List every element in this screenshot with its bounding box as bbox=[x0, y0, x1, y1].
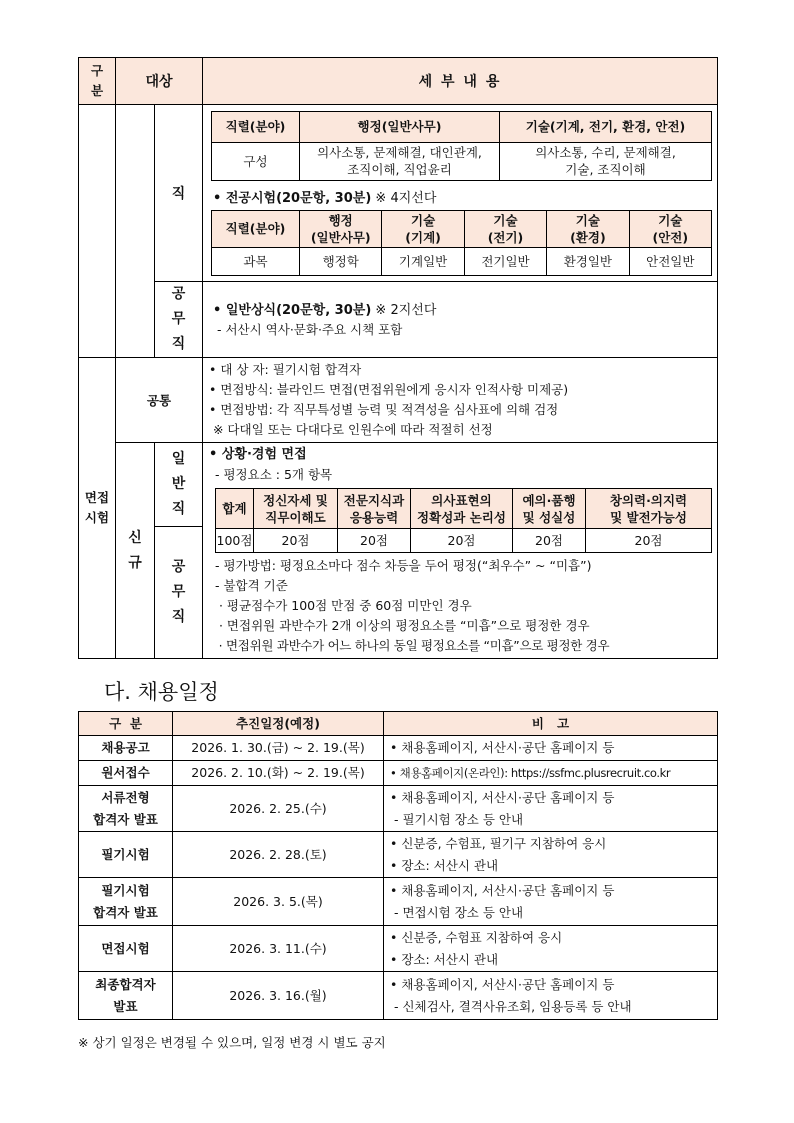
header-target: 대상 bbox=[116, 58, 203, 105]
score-header-manner: 예의·품행 및 성실성 bbox=[513, 489, 586, 529]
schedule-notes-cell bbox=[384, 786, 718, 832]
schedule-date: 2026. 3. 11.(수) bbox=[173, 926, 384, 972]
written-label-bottom: 공 무 직 bbox=[155, 282, 203, 358]
general-exam-title: • 일반상식(20문항, 30분) bbox=[213, 302, 372, 318]
schedule-note: • 신분증, 수험표 지참하여 응시 bbox=[390, 929, 563, 945]
major-header-admin: 행정 (일반사무) bbox=[300, 210, 382, 247]
major-header-elec: 기술 (전기) bbox=[464, 210, 546, 247]
schedule-notes-cell bbox=[384, 878, 718, 926]
score-value: 20점 bbox=[513, 529, 586, 553]
method-line: - 불합격 기준 bbox=[215, 578, 288, 593]
schedule-note: • 채용홈페이지(온라인): https://ssfmc.plusrecruit.co.kr bbox=[384, 761, 718, 786]
ncs-admin-items: 의사소통, 문제해결, 대인관계, 조직이해, 직업윤리 bbox=[300, 142, 500, 180]
written-exam-division-cell bbox=[79, 105, 116, 358]
schedule-note: • 신분증, 수험표, 필기구 지참하여 응시 bbox=[390, 835, 607, 851]
method-line: · 면접위원 과반수가 어느 하나의 동일 평정요소를 “미흡”으로 평정한 경우 bbox=[215, 638, 610, 653]
written-label-top: 직 bbox=[155, 105, 203, 282]
score-value: 20점 bbox=[254, 529, 338, 553]
major-subject-elec: 전기일반 bbox=[464, 247, 546, 275]
schedule-table bbox=[78, 711, 718, 1020]
method-line: · 면접위원 과반수가 2개 이상의 평정요소를 “미흡”으로 평정한 경우 bbox=[215, 618, 590, 633]
schedule-notes-cell bbox=[384, 832, 718, 878]
score-header-total: 합계 bbox=[216, 489, 254, 529]
header-division: 구 분 bbox=[79, 58, 116, 105]
general-exam-scope: - 서산시 역사·문화·주요 시책 포함 bbox=[217, 321, 403, 337]
situational-title: • 상황·경험 면접 bbox=[209, 447, 307, 462]
method-line: - 평가방법: 평정요소마다 점수 차등을 두어 평정(“최우수” ~ “미흡”) bbox=[215, 558, 592, 573]
major-exam-line bbox=[211, 181, 712, 210]
method-line: · 평균점수가 100점 만점 중 60점 미만인 경우 bbox=[215, 598, 472, 613]
schedule-date: 2026. 1. 30.(금) ~ 2. 19.(목) bbox=[173, 736, 384, 761]
interview-public-label: 공 무 직 bbox=[155, 527, 203, 659]
score-total: 100점 bbox=[216, 529, 254, 553]
interview-common-cell bbox=[203, 358, 718, 443]
schedule-note: • 채용홈페이지, 서산시·공단 홈페이지 등 bbox=[390, 882, 615, 898]
schedule-header-stage: 구 분 bbox=[79, 712, 173, 736]
schedule-stage: 필기시험 bbox=[79, 832, 173, 878]
interview-common-label: 공통 bbox=[116, 358, 203, 443]
major-header-field: 직렬(분야) bbox=[212, 210, 300, 247]
major-header-env: 기술 (환경) bbox=[547, 210, 629, 247]
schedule-header-notes: 비 고 bbox=[384, 712, 718, 736]
schedule-date: 2026. 2. 28.(토) bbox=[173, 832, 384, 878]
written-exam-empty-cell bbox=[116, 105, 155, 358]
major-exam-note: ※ 4지선다 bbox=[375, 190, 437, 206]
schedule-note: - 면접시험 장소 등 안내 bbox=[390, 904, 524, 920]
schedule-date: 2026. 3. 16.(월) bbox=[173, 972, 384, 1020]
schedule-stage: 면접시험 bbox=[79, 926, 173, 972]
schedule-date: 2026. 3. 5.(목) bbox=[173, 878, 384, 926]
major-subject-admin: 행정학 bbox=[300, 247, 382, 275]
schedule-date: 2026. 2. 25.(수) bbox=[173, 786, 384, 832]
score-value: 20점 bbox=[411, 529, 513, 553]
common-line: • 면접방법: 각 직무특성별 능력 및 적격성을 심사표에 의해 검정 bbox=[209, 402, 559, 417]
major-exam-title: • 전공시험(20문항, 30분) bbox=[213, 190, 372, 206]
common-line: • 대 상 자: 필기시험 합격자 bbox=[209, 362, 362, 377]
general-exam-note: ※ 2지선다 bbox=[375, 302, 437, 318]
ncs-header-field: 직렬(분야) bbox=[212, 111, 300, 142]
schedule-note: • 채용홈페이지, 서산시·공단 홈페이지 등 bbox=[390, 789, 615, 805]
score-header-creativity: 창의력·의지력 및 발전가능성 bbox=[586, 489, 712, 529]
common-line: ※ 다대일 또는 다대다로 인원수에 따라 적절히 선정 bbox=[209, 422, 493, 437]
schedule-date: 2026. 2. 10.(화) ~ 2. 19.(목) bbox=[173, 761, 384, 786]
schedule-note: - 필기시험 장소 등 안내 bbox=[390, 811, 524, 827]
major-subject-mech: 기계일반 bbox=[382, 247, 464, 275]
schedule-stage: 채용공고 bbox=[79, 736, 173, 761]
common-line: • 면접방식: 블라인드 면접(면접위원에게 응시자 인적사항 미제공) bbox=[209, 382, 569, 397]
elements-line: - 평정요소 : 5개 항목 bbox=[215, 467, 333, 482]
schedule-stage: 최종합격자 발표 bbox=[79, 972, 173, 1020]
schedule-note: • 장소: 서산시 관내 bbox=[390, 951, 499, 967]
exam-details-table bbox=[78, 57, 718, 659]
ncs-header-tech: 기술(기계, 전기, 환경, 안전) bbox=[500, 111, 712, 142]
ncs-table bbox=[211, 111, 712, 181]
schedule-notes-cell bbox=[384, 926, 718, 972]
schedule-notes-cell bbox=[384, 972, 718, 1020]
general-exam-cell bbox=[203, 282, 718, 358]
section-title: 다. 채용일정 bbox=[104, 680, 219, 704]
major-subject-env: 환경일반 bbox=[547, 247, 629, 275]
interview-general-label: 일 반 직 bbox=[155, 443, 203, 527]
schedule-stage: 원서접수 bbox=[79, 761, 173, 786]
schedule-note: • 채용홈페이지, 서산시·공단 홈페이지 등 bbox=[390, 976, 615, 992]
interview-new-label: 신 규 bbox=[116, 443, 155, 659]
score-table bbox=[215, 488, 712, 553]
interview-label: 면접 시험 bbox=[79, 358, 116, 659]
ncs-row-label: 구성 bbox=[212, 142, 300, 180]
score-value: 20점 bbox=[338, 529, 411, 553]
schedule-stage: 필기시험 합격자 발표 bbox=[79, 878, 173, 926]
major-header-safety: 기술 (안전) bbox=[629, 210, 711, 247]
score-header-attitude: 정신자세 및 직무이해도 bbox=[254, 489, 338, 529]
header-details: 세 부 내 용 bbox=[203, 58, 718, 105]
score-header-knowledge: 전문지식과 응용능력 bbox=[338, 489, 411, 529]
ncs-header-admin: 행정(일반사무) bbox=[300, 111, 500, 142]
major-subject-safety: 안전일반 bbox=[629, 247, 711, 275]
major-subject-table bbox=[211, 210, 712, 276]
major-header-mech: 기술 (기계) bbox=[382, 210, 464, 247]
schedule-header-date: 추진일정(예정) bbox=[173, 712, 384, 736]
written-content-top bbox=[203, 105, 718, 282]
schedule-note: • 장소: 서산시 관내 bbox=[390, 857, 499, 873]
schedule-note: • 채용홈페이지, 서산시·공단 홈페이지 등 bbox=[384, 736, 718, 761]
major-row-label: 과목 bbox=[212, 247, 300, 275]
schedule-footnote: ※ 상기 일정은 변경될 수 있으며, 일정 변경 시 별도 공지 bbox=[78, 1035, 386, 1050]
score-header-expression: 의사표현의 정확성과 논리성 bbox=[411, 489, 513, 529]
schedule-stage: 서류전형 합격자 발표 bbox=[79, 786, 173, 832]
score-value: 20점 bbox=[586, 529, 712, 553]
schedule-note: - 신체검사, 결격사유조회, 임용등록 등 안내 bbox=[390, 998, 632, 1014]
interview-detail-cell bbox=[203, 443, 718, 659]
ncs-tech-items: 의사소통, 수리, 문제해결, 기술, 조직이해 bbox=[500, 142, 712, 180]
